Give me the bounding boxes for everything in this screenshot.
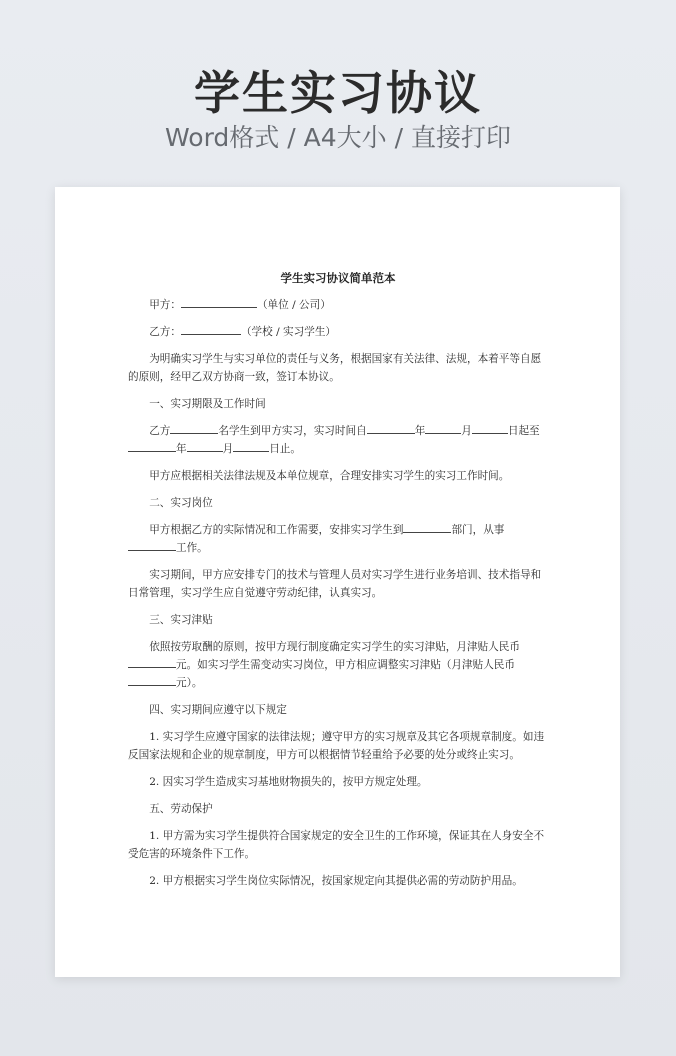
party-b-line <box>128 323 548 341</box>
section-4-heading: 四、实习期间应遵守以下规定 <box>149 704 287 716</box>
document-page <box>55 187 620 977</box>
party-a-blank <box>181 296 257 308</box>
section-4-paragraph-1: 1. 实习学生应遵守国家的法律法规；遵守甲方的实习规章及其它各项规章制度。如违反国家法规和企业的规章制度，甲方可以根据情节轻重给予必要的处分或终止实习。 <box>128 731 545 761</box>
section-2-paragraph-2: 实习期间，甲方应安排专门的技术与管理人员对实习学生进行业务培训、技术指导和日常管理，实习学生应自觉遵守劳动纪律，认真实习。 <box>128 569 542 599</box>
banner-subtitle: Word格式 / A4大小 / 直接打印 <box>165 123 511 152</box>
s1-year: 年 <box>414 425 426 437</box>
party-a-line <box>128 296 548 314</box>
adjusted-allowance-blank <box>128 674 176 686</box>
section-5-paragraph-1: 1. 甲方需为实习学生提供符合国家规定的安全卫生的工作环境，保证其在人身安全不受危害的环境条件下工作。 <box>128 830 545 860</box>
s3-text-b: 元。如实习学生需变动实习岗位，甲方相应调整实习津贴（月津贴人民币 <box>176 659 515 671</box>
section-3-paragraph-1 <box>128 638 548 692</box>
s2-text-b: 部门，从事 <box>451 524 505 536</box>
end-year-blank <box>128 440 176 452</box>
document-title: 学生实习协议简单范本 <box>280 271 396 285</box>
section-1-heading: 一、实习期限及工作时间 <box>149 398 266 410</box>
s1-day-start: 日起至 <box>507 425 540 437</box>
student-count-blank <box>170 422 218 434</box>
section-2-paragraph-1 <box>128 521 548 557</box>
work-type-blank <box>128 539 176 551</box>
section-4-paragraph-2: 2. 因实习学生造成实习基地财物损失的，按甲方规定处理。 <box>149 776 428 788</box>
end-day-blank <box>233 440 269 452</box>
s3-text-c: 元）。 <box>176 677 203 689</box>
s1-year2: 年 <box>176 443 187 455</box>
department-blank <box>403 521 451 533</box>
start-day-blank <box>472 422 508 434</box>
banner-title: 学生实习协议 <box>194 66 482 120</box>
s1-end: 日止。 <box>269 443 301 455</box>
section-5-heading: 五、劳动保护 <box>149 803 213 815</box>
section-1-paragraph-2: 甲方应根据相关法律法规及本单位规章，合理安排实习学生的实习工作时间。 <box>149 470 510 482</box>
s3-text-a: 依照按劳取酬的原则，按甲方现行制度确定实习学生的实习津贴，月津贴人民币 <box>149 641 520 653</box>
section-5-paragraph-2: 2. 甲方根据实习学生岗位实际情况，按国家规定向其提供必需的劳动防护用品。 <box>149 875 523 887</box>
allowance-blank <box>128 656 176 668</box>
s2-text-a: 甲方根据乙方的实际情况和工作需要，安排实习学生到 <box>149 524 404 536</box>
section-1-paragraph-1 <box>128 422 548 458</box>
document-body <box>128 269 548 899</box>
start-month-blank <box>425 422 461 434</box>
s1-month2: 月 <box>222 443 234 455</box>
party-b-label: 乙方： <box>149 326 181 338</box>
intro-paragraph: 为明确实习学生与实习单位的责任与义务，根据国家有关法律、法规，本着平等自愿的原则，经甲乙双方协商一致，签订本协议。 <box>128 353 542 383</box>
party-b-blank <box>181 323 241 335</box>
s2-text-c: 工作。 <box>176 542 208 554</box>
start-year-blank <box>367 422 415 434</box>
party-a-label: 甲方： <box>149 299 181 311</box>
party-a-suffix: （单位 / 公司） <box>256 299 331 311</box>
party-b-suffix: （学校 / 实习学生） <box>240 326 337 338</box>
section-2-heading: 二、实习岗位 <box>149 497 213 509</box>
s1-text-a: 乙方 <box>149 425 171 437</box>
section-3-heading: 三、实习津贴 <box>149 614 213 626</box>
end-month-blank <box>187 440 223 452</box>
s1-month: 月 <box>461 425 472 437</box>
s1-text-b: 名学生到甲方实习，实习时间自 <box>218 425 367 437</box>
